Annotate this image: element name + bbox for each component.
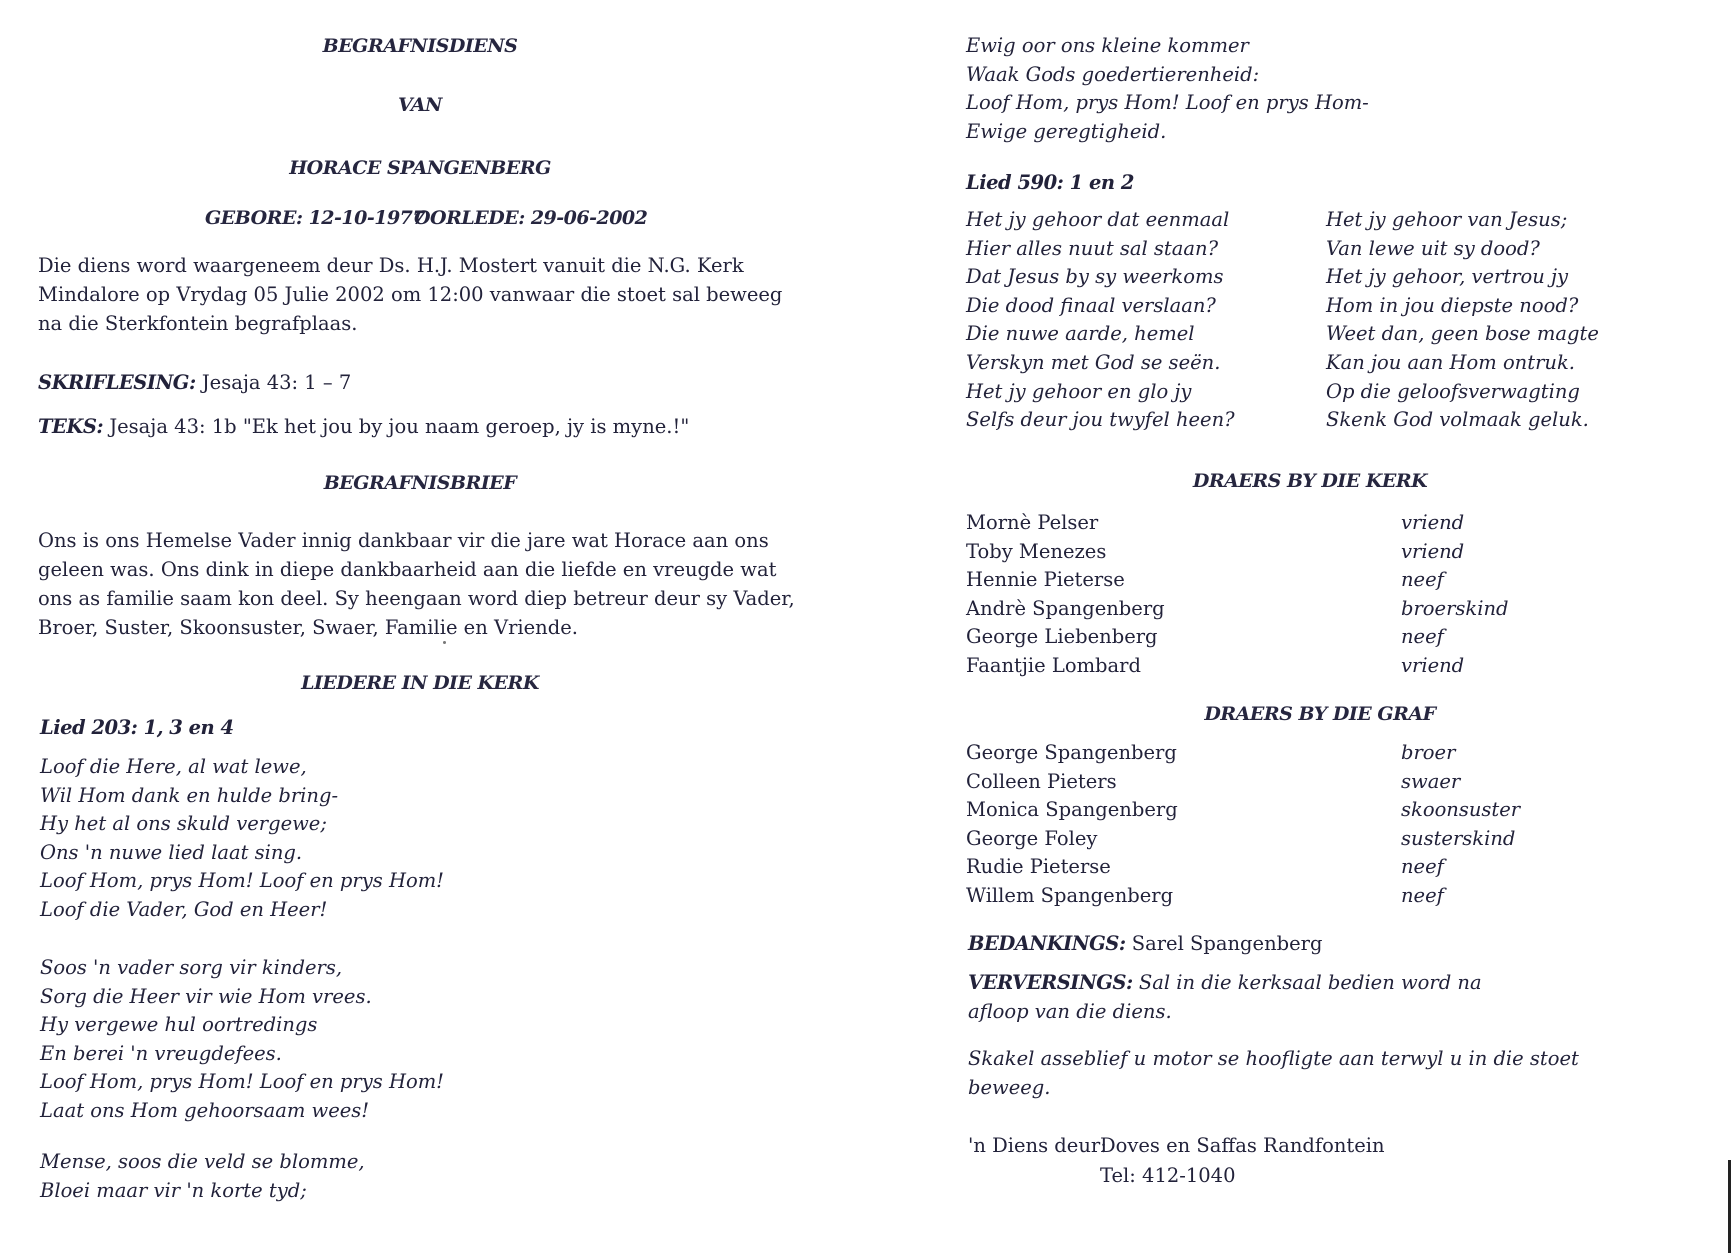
letter-heading: BEGRAFNISBRIEF — [323, 472, 517, 494]
verse-line: Selfs deur jou twyfel heen? — [966, 408, 1235, 432]
thanks-value: Sarel Spangenberg — [1131, 932, 1323, 955]
funeral-letter: Ons is ons Hemelse Vader innig dankbaar vir die jare wat Horace aan ons geleen was. Ons dink in diepe dankbaarheid aan die liefde en vreugde wat ons as familie saam kon deel. Sy heengaan word diep betreur deur sy Vader, Broer, Suster, Skoonsuster, Swaer, Familie en Vriende. — [38, 529, 795, 639]
verse-line: Hom in jou diepste nood? — [1326, 293, 1579, 317]
scripture-value: Jesaja 43: 1 – 7 — [201, 371, 352, 394]
verse-line: Waak Gods goedertierenheid: — [966, 62, 1260, 86]
thanks-label: BEDANKINGS: — [968, 932, 1126, 955]
song2-verse1 — [966, 206, 1235, 435]
verse-line: Ons 'n nuwe lied laat sing. — [40, 840, 303, 864]
verse-line: Skenk God volmaak geluk. — [1326, 408, 1589, 432]
verse-continuation — [966, 32, 1369, 146]
verse-line: Laat ons Hom gehoorsaam wees! — [40, 1098, 370, 1122]
verse-line: Het jy gehoor van Jesus; — [1326, 208, 1568, 231]
thanks-line — [968, 929, 1322, 958]
song1-verse3 — [40, 1148, 365, 1205]
verse-line: Verskyn met God se seën. — [966, 350, 1221, 374]
headlights-paragraph: Skakel asseblief u motor se hoofligte aan terwyl u in die stoet beweeg. — [968, 1047, 1579, 1099]
bearer-name: Andrè Spangenberg — [966, 596, 1165, 620]
service-by-value: Doves en Saffas Randfontein — [1100, 1134, 1385, 1157]
verse-line: Het jy gehoor dat eenmaal — [966, 208, 1230, 231]
scan-speck — [443, 641, 446, 644]
bearer-name: George Foley — [966, 826, 1098, 850]
songs-heading: LIEDERE IN DIE KERK — [301, 672, 539, 694]
bearer-relation: swaer — [1401, 769, 1461, 793]
verse-line: Die nuwe aarde, hemel — [966, 322, 1195, 346]
verse-line: Van lewe uit sy dood? — [1326, 236, 1540, 260]
bearer-relation: skoonsuster — [1401, 798, 1521, 822]
verse-line: Sorg die Heer vir wie Hom vrees. — [40, 984, 372, 1008]
bearer-row — [966, 538, 1666, 567]
verse-line: Loof die Here, al wat lewe, — [40, 755, 307, 778]
scan-edge-mark — [1728, 1160, 1731, 1253]
song1-verse1 — [40, 753, 444, 925]
bearer-relation: broer — [1401, 741, 1456, 764]
verse-line: Hy vergewe hul oortredings — [40, 1013, 318, 1037]
bearer-name: Willem Spangenberg — [966, 883, 1174, 907]
left-page — [0, 0, 860, 1253]
verse-line: En berei 'n vreugdefees. — [40, 1041, 282, 1065]
bearer-row — [966, 825, 1666, 854]
song2-label: Lied 590: 1 en 2 — [966, 171, 1134, 194]
bearer-name: Faantjie Lombard — [966, 653, 1141, 677]
bearer-relation: neef — [1401, 568, 1444, 592]
right-page — [930, 0, 1730, 1253]
bearer-row — [966, 623, 1666, 652]
died-date: OORLEDE: 29-06-2002 — [414, 207, 648, 229]
church-bearers-list — [966, 509, 1666, 681]
verse-line: Hy het al ons skuld vergewe; — [40, 812, 327, 836]
sermon-text — [38, 412, 689, 441]
bearer-row — [966, 652, 1666, 681]
bearer-name: Mornè Pelser — [966, 511, 1099, 534]
verse-line: Soos 'n vader sorg vir kinders, — [40, 956, 343, 979]
verse-line: Ewige geregtigheid. — [966, 119, 1167, 143]
bearer-row — [966, 882, 1666, 911]
verse-line: Wil Hom dank en hulde bring- — [40, 783, 339, 807]
verse-line: Het jy gehoor en glo jy — [966, 379, 1192, 403]
song1-verse2 — [40, 954, 444, 1126]
refreshments-label: VERVERSINGS: — [968, 971, 1133, 994]
bearer-row — [966, 595, 1666, 624]
bearer-name: Colleen Pieters — [966, 769, 1117, 793]
bearer-name: Monica Spangenberg — [966, 798, 1178, 822]
service-by-label: 'n Diens deur: — [968, 1134, 1107, 1157]
scripture-label: SKRIFLESING: — [38, 371, 196, 394]
bearer-relation: vriend — [1401, 511, 1465, 534]
service-paragraph: Die diens word waargeneem deur Ds. H.J. Mostert vanuit die N.G. Kerk Mindalore op Vrydag 05 Julie 2002 om 12:00 vanwaar die stoet sal beweeg na die Sterkfontein begrafplaas. — [38, 254, 783, 335]
bearer-row — [966, 768, 1666, 797]
refreshments-paragraph — [968, 968, 1528, 1026]
verse-line: Loof Hom, prys Hom! Loof en prys Hom- — [966, 91, 1369, 115]
text-label: TEKS: — [38, 415, 104, 438]
bearer-name: George Spangenberg — [966, 741, 1177, 764]
text-value: Jesaja 43: 1b "Ek het jou by jou naam geroep, jy is myne.!" — [109, 415, 690, 438]
bearer-row — [966, 566, 1666, 595]
deceased-name: HORACE SPANGENBERG — [289, 157, 551, 179]
bearer-relation: susterskind — [1401, 826, 1516, 850]
van-label: VAN — [398, 94, 442, 116]
verse-line: Weet dan, geen bose magte — [1326, 322, 1599, 346]
refreshments-value: Sal in die kerksaal bedien word na afloop van die diens. — [968, 971, 1482, 1023]
bearer-relation: broerskind — [1401, 596, 1509, 620]
verse-line: Mense, soos die veld se blomme, — [40, 1150, 365, 1173]
bearer-name: Hennie Pieterse — [966, 568, 1125, 592]
bearer-row — [966, 509, 1666, 538]
bearer-name: Toby Menezes — [966, 539, 1107, 563]
verse-line: Bloei maar vir 'n korte tyd; — [40, 1178, 307, 1202]
verse-line: Ewig oor ons kleine kommer — [966, 34, 1249, 57]
born-date: GEBORE: 12-10-1977 — [205, 207, 426, 229]
bearer-row — [966, 739, 1666, 768]
song1-label: Lied 203: 1, 3 en 4 — [40, 716, 234, 739]
verse-line: Die dood finaal verslaan? — [966, 293, 1216, 317]
verse-line: Hier alles nuut sal staan? — [966, 236, 1219, 260]
verse-line: Loof die Vader, God en Heer! — [40, 897, 328, 921]
verse-line: Het jy gehoor, vertrou jy — [1326, 265, 1569, 289]
grave-bearers-heading: DRAERS BY DIE GRAF — [1204, 703, 1436, 725]
church-bearers-heading: DRAERS BY DIE KERK — [1192, 470, 1428, 492]
verse-line: Dat Jesus by sy weerkoms — [966, 265, 1224, 289]
verse-line: Loof Hom, prys Hom! Loof en prys Hom! — [40, 869, 445, 893]
bearer-relation: neef — [1401, 883, 1444, 907]
bearer-relation: neef — [1401, 625, 1444, 649]
bearer-relation: vriend — [1401, 539, 1465, 563]
bearer-row — [966, 853, 1666, 882]
bearer-relation: vriend — [1401, 653, 1465, 677]
verse-line: Op die geloofsverwagting — [1326, 379, 1580, 403]
bearer-row — [966, 796, 1666, 825]
grave-bearers-list — [966, 739, 1666, 911]
bearer-name: Rudie Pieterse — [966, 855, 1111, 879]
song2-verse2 — [1326, 206, 1599, 435]
scripture-reading — [38, 368, 351, 397]
bearer-name: George Liebenberg — [966, 625, 1158, 649]
telephone: Tel: 412-1040 — [1100, 1164, 1236, 1187]
verse-line: Kan jou aan Hom ontruk. — [1326, 350, 1575, 374]
verse-line: Loof Hom, prys Hom! Loof en prys Hom! — [40, 1070, 445, 1094]
bearer-relation: neef — [1401, 855, 1444, 879]
service-title: BEGRAFNISDIENS — [322, 35, 518, 57]
